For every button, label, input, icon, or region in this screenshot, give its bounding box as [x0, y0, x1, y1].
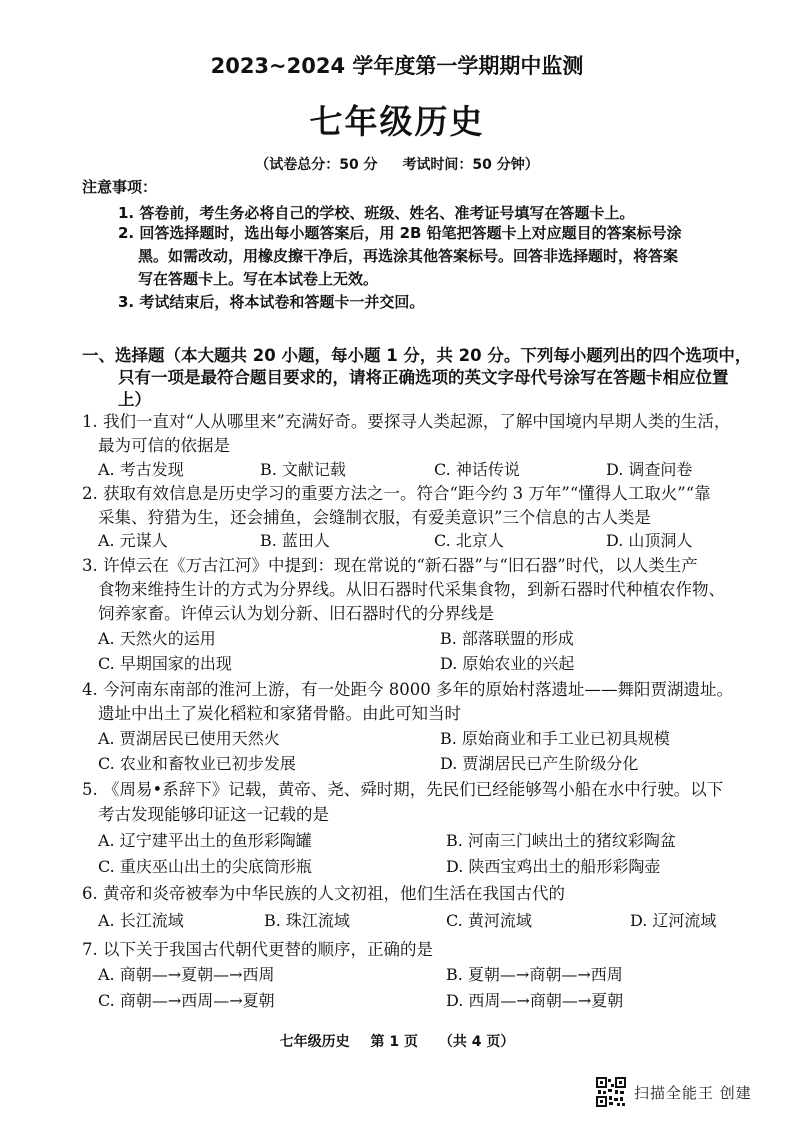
note-line: 黑。如需改动，用橡皮擦干净后，再选涂其他答案标号。回答非选择题时，将答案	[138, 247, 679, 265]
question-stem: 5. 《周易•系辞下》记载，黄帝、尧、舜时期，先民们已经能够驾小船在水中行驶。以下	[82, 780, 724, 799]
qr-code-icon	[596, 1077, 626, 1107]
option-b: B. 河南三门峡出土的猪纹彩陶盆	[446, 831, 676, 850]
option-a: A. 长江流域	[98, 911, 184, 930]
option-b: B. 珠江流域	[264, 911, 350, 930]
question-stem: 1. 我们一直对“人从哪里来”充满好奇。要探寻人类起源，了解中国境内早期人类的生活，	[82, 412, 731, 431]
option-c: C. 早期国家的出现	[98, 654, 232, 673]
question-stem: 7. 以下关于我国古代朝代更替的顺序，正确的是	[82, 940, 433, 959]
question-stem: 食物来维持生计的方式为分界线。从旧石器时代采集食物，到新石器时代种植农作物、	[98, 580, 725, 599]
exam-title: 2023~2024 学年度第一学期期中监测	[210, 54, 584, 78]
option-d: D. 西周—→商朝—→夏朝	[446, 991, 624, 1010]
option-b: B. 蓝田人	[260, 531, 330, 550]
option-d: D. 调查问卷	[606, 460, 693, 479]
option-d: D. 陕西宝鸡出土的船形彩陶壶	[446, 857, 661, 876]
question-stem: 遗址中出土了炭化稻粒和家猪骨骼。由此可知当时	[98, 704, 461, 723]
option-a: A. 考古发现	[98, 460, 184, 479]
section-heading: 只有一项是最符合题目要求的，请将正确选项的英文字母代号涂写在答题卡相应位置	[118, 368, 729, 387]
scanner-watermark	[596, 1077, 752, 1107]
total-score: （试卷总分：50 分	[255, 157, 378, 173]
option-c: C. 黄河流域	[446, 911, 532, 930]
option-c: C. 神话传说	[434, 460, 520, 479]
option-a: A. 商朝—→夏朝—→西周	[98, 965, 275, 984]
option-a: A. 天然火的运用	[98, 629, 216, 648]
option-b: B. 夏朝—→商朝—→西周	[446, 965, 623, 984]
note-line: 写在答题卡上。写在本试卷上无效。	[138, 270, 379, 288]
option-a: A. 元谋人	[98, 531, 168, 550]
note-line: 1. 答卷前，考生务必将自己的学校、班级、姓名、准考证号填写在答题卡上。	[118, 204, 635, 222]
option-d: D. 辽河流域	[630, 911, 717, 930]
option-c: C. 商朝—→西周—→夏朝	[98, 991, 275, 1010]
section-heading: 一、选择题（本大题共 20 小题，每小题 1 分，共 20 分。下列每小题列出的四个选项中，	[82, 346, 752, 365]
footer-subject: 七年级历史	[279, 1034, 350, 1050]
question-stem: 最为可信的依据是	[98, 436, 230, 455]
question-stem: 3. 许倬云在《万古江河》中提到：现在常说的“新石器”与“旧石器”时代，以人类生产	[82, 556, 698, 575]
footer-page-total: （共 4 页）	[438, 1034, 515, 1050]
subject-title: 七年级历史	[309, 102, 485, 141]
option-a: A. 贾湖居民已使用天然火	[98, 729, 280, 748]
question-stem: 4. 今河南东南部的淮河上游，有一处距今 8000 多年的原始村落遗址——舞阳贾湖遗址。	[82, 680, 733, 699]
option-a: A. 辽宁建平出土的鱼形彩陶罐	[98, 831, 312, 850]
option-c: C. 北京人	[434, 531, 504, 550]
option-b: B. 部落联盟的形成	[440, 629, 574, 648]
question-stem: 考古发现能够印证这一记载的是	[98, 805, 329, 824]
option-c: C. 农业和畜牧业已初步发展	[98, 754, 296, 773]
question-stem: 饲养家畜。许倬云认为划分新、旧石器时代的分界线是	[98, 604, 494, 623]
watermark-text: 扫描全能王 创建	[634, 1083, 752, 1102]
option-d: D. 山顶洞人	[606, 531, 693, 550]
option-d: D. 原始农业的兴起	[440, 654, 575, 673]
option-b: B. 原始商业和手工业已初具规模	[440, 729, 670, 748]
question-stem: 6. 黄帝和炎帝被奉为中华民族的人文初祖，他们生活在我国古代的	[82, 884, 565, 903]
option-d: D. 贾湖居民已产生阶级分化	[440, 754, 639, 773]
section-heading: 上）	[118, 390, 151, 409]
exam-info	[0, 154, 794, 174]
notes-title: 注意事项：	[82, 178, 158, 196]
option-c: C. 重庆巫山出土的尖底筒形瓶	[98, 857, 312, 876]
footer-page-number: 第 1 页	[370, 1034, 418, 1050]
exam-duration: 考试时间：50 分钟）	[402, 157, 539, 173]
page-footer	[0, 1031, 794, 1051]
note-line: 3. 考试结束后，将本试卷和答题卡一并交回。	[118, 293, 425, 311]
option-b: B. 文献记载	[260, 460, 346, 479]
question-stem: 采集、狩猎为生，还会捕鱼，会缝制衣服，有爱美意识”三个信息的古人类是	[98, 508, 651, 527]
note-line: 2. 回答选择题时，选出每小题答案后，用 2B 铅笔把答题卡上对应题目的答案标号涂	[118, 224, 682, 242]
question-stem: 2. 获取有效信息是历史学习的重要方法之一。符合“距今约 3 万年”“懂得人工取火”“靠	[82, 484, 711, 503]
